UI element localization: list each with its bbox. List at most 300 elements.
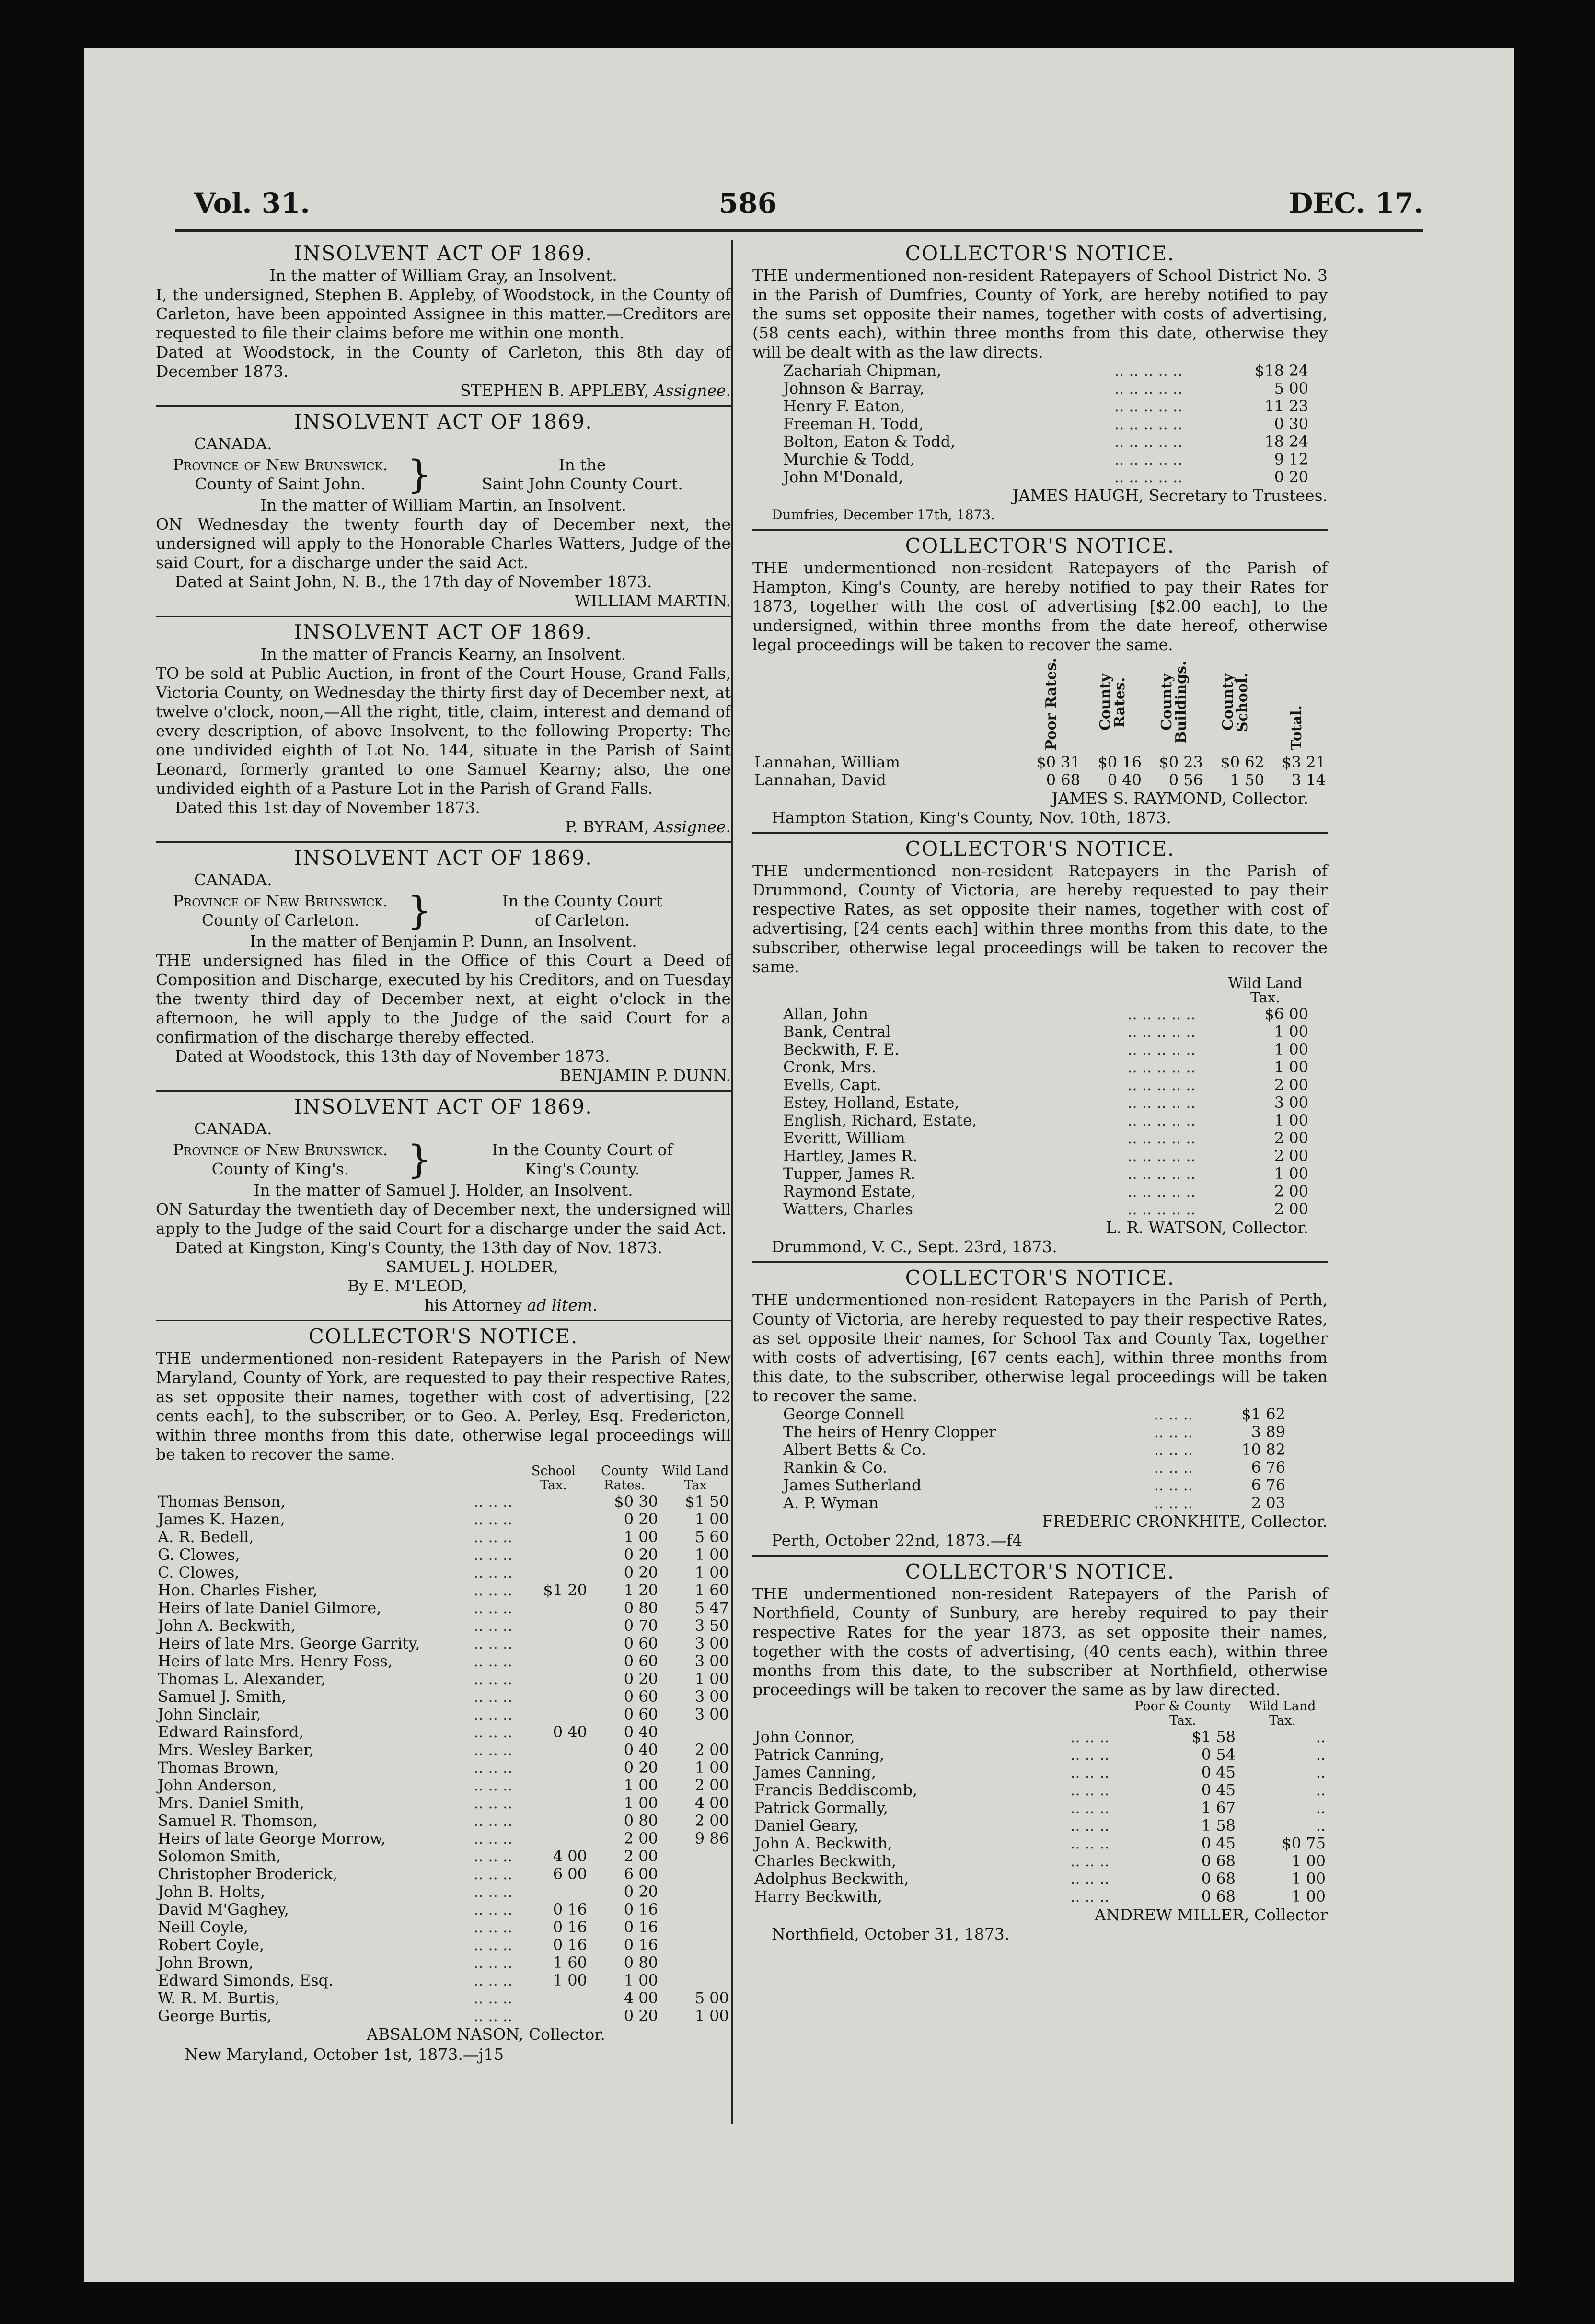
rate-column-header	[1144, 654, 1205, 754]
table-row	[156, 1848, 731, 1865]
ratepayer-name: Murchie & Todd,	[783, 450, 915, 468]
leader-dots: .. .. ..	[473, 1616, 513, 1635]
table-row	[781, 1183, 1310, 1200]
total-value: $3 21	[1282, 753, 1326, 771]
signer-name: SAMUEL J. HOLDER,	[386, 1257, 558, 1276]
poor-county-tax-value: 0 68	[1201, 1852, 1236, 1870]
notice-title: COLLECTOR'S NOTICE.	[905, 242, 1175, 265]
wild-land-tax-value: 1 00	[1274, 1023, 1308, 1041]
wild-land-tax-value	[660, 1723, 731, 1741]
leader-dots: .. .. ..	[1154, 1423, 1193, 1441]
leader-dots: .. .. ..	[473, 1492, 513, 1511]
leader-dots: .. .. .. .. ..	[1114, 468, 1183, 486]
table-row	[156, 1581, 731, 1599]
wild-land-tax-value: 1 00	[694, 2007, 729, 2025]
wild-land-tax-value: 2 00	[1274, 1182, 1308, 1200]
notice-matter: In the matter of Benjamin P. Dunn, an Insolvent.	[250, 932, 637, 951]
wild-land-tax-value: ..	[1316, 1781, 1326, 1799]
notice-martin	[156, 412, 731, 617]
leader-dots: .. .. ..	[1070, 1781, 1110, 1799]
ratepayer-name: Edward Simonds, Esq.	[158, 1971, 334, 1989]
brace: }	[407, 452, 432, 497]
school-tax-value: 0 40	[553, 1723, 587, 1741]
ratepayer-name: Thomas L. Alexander,	[158, 1670, 326, 1688]
amount-value: 0 20	[1274, 468, 1308, 486]
school-tax-value	[518, 1528, 589, 1546]
county-buildings-value: $0 23	[1159, 753, 1203, 771]
ratepayer-name: Watters, Charles	[783, 1200, 913, 1218]
leader-header	[468, 1464, 518, 1493]
leader-dots: .. .. ..	[473, 1971, 513, 1989]
ratepayer-name: John A. Beckwith,	[754, 1834, 892, 1852]
county-rates-value: 2 00	[624, 1847, 658, 1865]
ratepayer-name: John A. Beckwith,	[158, 1616, 296, 1635]
leader-dots: .. .. ..	[473, 1882, 513, 1901]
jurisdiction	[156, 455, 405, 494]
signer-by: By E. M'LEOD,	[347, 1277, 468, 1295]
rate-column-label: Poor Rates.	[1043, 657, 1060, 750]
leader-dots: .. .. ..	[1154, 1476, 1193, 1494]
leader-dots: .. .. ..	[1154, 1494, 1193, 1512]
table-row	[781, 1041, 1310, 1058]
drummond-table-body	[781, 1005, 1310, 1218]
rate-column-label: Total.	[1288, 705, 1305, 750]
wild-land-tax-value: $6 00	[1264, 1005, 1308, 1023]
amount-value: 3 89	[1251, 1423, 1285, 1441]
wild-land-tax-value: 5 60	[694, 1528, 729, 1546]
table-row	[752, 754, 1328, 771]
canada-label: CANADA.	[194, 871, 272, 889]
wild-land-tax-value: ..	[1316, 1763, 1326, 1781]
county-rates-value: 0 80	[624, 1953, 658, 1972]
county-rates-value: 0 40	[1107, 771, 1142, 789]
ratepayer-name: Albert Betts & Co.	[783, 1441, 926, 1459]
amount-value: $18 24	[1255, 361, 1308, 380]
notice-matter: In the matter of William Gray, an Insolvent.	[269, 266, 617, 285]
county-rates-value: 0 80	[624, 1812, 658, 1830]
table-row	[752, 1817, 1328, 1835]
wild-land-tax-value	[660, 1848, 731, 1865]
table-row	[781, 1147, 1310, 1165]
ratepayer-name: Heirs of late George Morrow,	[158, 1829, 386, 1848]
wild-land-tax-value: 1 00	[694, 1758, 729, 1777]
ratepayer-name: Johnson & Barray,	[783, 379, 925, 397]
leader-dots: .. .. .. .. ..	[1127, 1200, 1196, 1218]
leader-dots: .. .. ..	[473, 1989, 513, 2007]
county-rates-value: 1 00	[624, 1776, 658, 1794]
ratepayer-name: G. Clowes,	[158, 1545, 240, 1564]
leader-dots: .. .. ..	[473, 1776, 513, 1794]
issue-date: DEC. 17.	[1289, 187, 1423, 220]
ratepayer-name: James Sutherland	[783, 1476, 922, 1494]
wild-land-tax-value: ..	[1316, 1728, 1326, 1746]
leader-dots: .. .. ..	[473, 2007, 513, 2025]
wild-land-header: Wild Land Tax.	[1228, 975, 1303, 1006]
leader-dots: .. .. .. .. ..	[1127, 1076, 1196, 1094]
right-column	[752, 242, 1328, 1944]
county-label: County of Carleton.	[201, 911, 359, 930]
table-row	[781, 433, 1310, 451]
county-rates-value: 1 00	[624, 1794, 658, 1812]
notice-new-maryland	[156, 1327, 731, 2064]
county-rates-value: 0 16	[624, 1936, 658, 1954]
notice-dated: Dated at Saint John, N. B., the 17th day of November 1873.	[175, 572, 652, 591]
ratepayer-name: W. R. M. Burtis,	[158, 1989, 280, 2007]
name-header	[752, 654, 1021, 754]
wild-land-tax-value: 3 00	[694, 1634, 729, 1652]
ratepayer-name: George Connell	[783, 1405, 905, 1423]
table-row	[156, 1652, 731, 1670]
wild-land-tax-value: 9 86	[694, 1829, 729, 1848]
jurisdiction	[156, 892, 405, 930]
wild-land-tax-value: ..	[1316, 1799, 1326, 1817]
leader-dots: .. .. ..	[473, 1741, 513, 1759]
leader-dots: .. .. .. .. ..	[1127, 1164, 1196, 1183]
notice-body: TO be sold at Public Auction, in front of the Court House, Grand Falls, Victoria County, on Wednesday the thirty first day of December next, at twelve o'clock, noon,—All the right, title, claim, interest and demand of every description, of above Insolvent, to the following Property: The one undivided eighth of Lot No. 144, situate in the Parish of Saint Leonard, formerly granted to one Samuel Kearny; also, the one undivided eighth of a Pasture Lot in the Parish of Grand Falls.	[156, 664, 731, 798]
notice-holder	[156, 1097, 731, 1321]
court-block	[156, 452, 731, 497]
court-line-1: In the County Court of	[492, 1140, 673, 1159]
table-row	[781, 1200, 1310, 1218]
court-name	[434, 1140, 731, 1179]
table-row	[781, 415, 1310, 433]
county-label: County of King's.	[211, 1160, 349, 1178]
notice-gray	[156, 244, 731, 407]
ratepayer-name: Everitt, William	[783, 1129, 905, 1147]
wild-land-tax-value: 3 50	[694, 1616, 729, 1635]
notice-title: COLLECTOR'S NOTICE.	[905, 1560, 1175, 1583]
ratepayer-name: Thomas Brown,	[158, 1758, 279, 1777]
leader-dots: .. .. ..	[473, 1936, 513, 1954]
rate-column-header	[1082, 654, 1144, 754]
ratepayer-name: Bolton, Eaton & Todd,	[783, 432, 956, 451]
county-rates-value: 0 20	[624, 2007, 658, 2025]
notice-dated: Perth, October 22nd, 1873.—f4	[772, 1531, 1023, 1550]
leader-dots: .. .. .. .. ..	[1114, 397, 1183, 415]
signer-name: BENJAMIN P. DUNN.	[559, 1066, 731, 1085]
ratepayer-name: Hartley, James R.	[783, 1147, 918, 1165]
school-tax-value	[518, 1706, 589, 1723]
notice-body: THE undermentioned non-resident Ratepayers in the Parish of Perth, County of Victoria, are hereby requested to pay their respective Rates, as set opposite their names, for School Tax and County Tax, together with costs of advertising, [67 cents each], within three months from this date, to the subscriber, otherwise legal proceedings will be taken to recover the same.	[752, 1290, 1328, 1405]
wild-land-tax-value: $1 50	[685, 1492, 729, 1511]
table-row	[156, 1670, 731, 1688]
leader-dots: .. .. ..	[473, 1723, 513, 1741]
notice-matter: In the matter of Samuel J. Holder, an Insolvent.	[254, 1181, 633, 1199]
leader-dots: .. .. .. .. ..	[1127, 1058, 1196, 1076]
rate-column-label: County Buildings.	[1158, 661, 1190, 744]
notice-body: THE undersigned has filed in the Office of this Court a Deed of Composition and Discharge, executed by his Creditors, and on Tuesday the twenty third day of December next, at eight o'clock in the afternoon, he will apply to the Judge of the said Court for a confirmation of the discharge thereby effected.	[156, 951, 731, 1046]
school-tax-value: 0 16	[553, 1918, 587, 1936]
table-row	[781, 1441, 1287, 1459]
poor-county-header: Poor & County Tax.	[1134, 1699, 1231, 1728]
province-label: Province of New Brunswick.	[173, 1140, 388, 1159]
signer-attorney	[156, 1296, 731, 1315]
notice-northfield	[752, 1562, 1328, 1944]
table-row	[781, 1023, 1310, 1041]
leader-dots: .. .. .. .. ..	[1127, 1182, 1196, 1200]
wild-land-tax-value: 2 00	[694, 1812, 729, 1830]
notice-dated: Hampton Station, King's County, Nov. 10th, 1873.	[772, 808, 1171, 827]
notice-title: COLLECTOR'S NOTICE.	[905, 534, 1175, 558]
school-tax-value	[518, 1670, 589, 1688]
table-row	[781, 1076, 1310, 1094]
signer-name: L. R. WATSON, Collector.	[1106, 1218, 1308, 1237]
signer-role: Assignee.	[654, 381, 731, 400]
leader-dots: .. .. ..	[473, 1918, 513, 1936]
leader-dots: .. .. ..	[473, 1670, 513, 1688]
notice-title: INSOLVENT ACT OF 1869.	[294, 410, 593, 433]
notice-dated: Dated this 1st day of November 1873.	[175, 798, 480, 817]
table-row	[156, 1989, 731, 2007]
amount-value: 5 00	[1274, 379, 1308, 397]
wild-land-tax-value: 3 00	[694, 1705, 729, 1723]
county-rates-value: 0 80	[624, 1599, 658, 1617]
total-value: 3 14	[1291, 771, 1326, 789]
northfield-table-body	[752, 1728, 1328, 1906]
leader-dots: .. .. ..	[473, 1705, 513, 1723]
county-rates-value: 0 20	[624, 1882, 658, 1901]
leader-header	[1052, 1699, 1128, 1728]
leader-dots: .. .. ..	[473, 1528, 513, 1546]
poor-rates-value: 0 68	[1046, 771, 1080, 789]
notice-matter: In the matter of Francis Kearny, an Insolvent.	[260, 645, 626, 663]
leader-dots: .. .. ..	[1070, 1745, 1110, 1764]
table-row	[156, 1511, 731, 1528]
table-row	[156, 1954, 731, 1972]
page-number: 586	[719, 187, 777, 220]
court-line-1: In the County Court	[502, 892, 663, 910]
school-tax-value	[518, 1546, 589, 1564]
wild-land-tax-value: 1 00	[1274, 1040, 1308, 1058]
school-tax-value: $1 20	[543, 1581, 587, 1599]
county-rates-value: 0 20	[624, 1563, 658, 1581]
county-buildings-value: 0 56	[1168, 771, 1203, 789]
school-tax-value	[518, 1688, 589, 1706]
brace: }	[407, 1137, 432, 1182]
leader-dots: .. .. .. .. ..	[1127, 1093, 1196, 1112]
perth-table-body	[781, 1406, 1287, 1512]
ratepayer-name: Charles Beckwith,	[754, 1852, 897, 1870]
table-row	[781, 468, 1310, 486]
county-school-value: $0 62	[1220, 753, 1264, 771]
court-line-2: of Carleton.	[534, 911, 630, 930]
ratepayer-name: Raymond Estate,	[783, 1182, 916, 1200]
ratepayer-name: Edward Rainsford,	[158, 1723, 304, 1741]
table-row	[156, 1635, 731, 1652]
table-row	[156, 1918, 731, 1936]
notice-title: INSOLVENT ACT OF 1869.	[294, 1095, 593, 1118]
school-tax-value	[518, 1812, 589, 1830]
school-tax-value	[518, 1564, 589, 1581]
school-tax-value	[518, 1741, 589, 1759]
leader-dots: .. .. ..	[473, 1581, 513, 1599]
poor-county-tax-value: 0 45	[1201, 1781, 1236, 1799]
wild-land-tax-value: 1 00	[1291, 1870, 1326, 1888]
ratepayer-name: James Canning,	[754, 1763, 877, 1781]
rate-column-label: County School.	[1220, 673, 1251, 732]
wild-land-tax-value: 3 00	[1274, 1093, 1308, 1112]
leader-dots: .. .. ..	[473, 1510, 513, 1528]
leader-dots: .. .. .. .. ..	[1114, 432, 1183, 451]
poor-county-tax-value: 0 45	[1201, 1834, 1236, 1852]
ratepayer-name: Samuel R. Thomson,	[158, 1812, 318, 1830]
notice-kearny	[156, 620, 731, 843]
ratepayer-name: John Sinclair,	[158, 1705, 261, 1723]
wild-land-header: Wild Land Tax.	[1249, 1699, 1316, 1728]
wild-land-tax-value: 2 00	[694, 1776, 729, 1794]
school-tax-value: 1 00	[553, 1971, 587, 1989]
attorney-label: his Attorney	[424, 1296, 522, 1314]
ratepayer-name: John M'Donald,	[783, 468, 903, 486]
school-tax-value: 6 00	[553, 1865, 587, 1883]
county-rates-value: 0 16	[624, 1900, 658, 1918]
ratepayer-name: John Brown,	[158, 1953, 254, 1972]
wild-land-tax-value: 1 00	[1291, 1887, 1326, 1906]
leader-dots: .. .. .. .. ..	[1127, 1040, 1196, 1058]
wild-land-tax-value: 5 00	[694, 1989, 729, 2007]
leader-dots: .. .. ..	[1154, 1441, 1193, 1459]
court-name	[434, 892, 731, 930]
school-tax-value	[518, 2007, 589, 2025]
wild-land-tax-value: ..	[1316, 1816, 1326, 1835]
rate-column-header	[1205, 654, 1266, 754]
signer-name: WILLIAM MARTIN.	[574, 592, 731, 610]
signer-name: P. BYRAM,	[565, 817, 649, 836]
table-row	[156, 1493, 731, 1511]
sums-table	[781, 362, 1310, 486]
school-tax-value	[518, 1652, 589, 1670]
ratepayer-name: Thomas Benson,	[158, 1492, 286, 1511]
notice-title: COLLECTOR'S NOTICE.	[905, 837, 1175, 860]
leader-dots: .. .. ..	[473, 1865, 513, 1883]
ratepayer-name: English, Richard, Estate,	[783, 1111, 977, 1129]
leader-dots: .. .. ..	[473, 1563, 513, 1581]
ratepayer-name: A. R. Bedell,	[158, 1528, 254, 1546]
county-rates-value: 1 00	[624, 1528, 658, 1546]
table-row	[752, 1870, 1328, 1888]
amount-value: 11 23	[1264, 397, 1308, 415]
notice-dated: Drummond, V. C., Sept. 23rd, 1873.	[772, 1237, 1057, 1256]
notice-body: THE undermentioned non-resident Ratepayers in the Parish of New Maryland, County of York, are requested to pay their respective Rates, as set opposite their names, together with cost of advertising, [22 cents each], to the subscriber, or to Geo. A. Perley, Esq. Fredericton, within three months from this date, otherwise legal proceedings will be taken to recover the same.	[156, 1349, 731, 1464]
school-tax-value: 1 60	[553, 1953, 587, 1972]
page-header	[84, 187, 1514, 225]
notice-body: ON Wednesday the twenty fourth day of December next, the undersigned will apply to the Honorable Charles Watters, Judge of the said Court, for a discharge under the said Act.	[156, 515, 731, 572]
ratepayer-name: John B. Holts,	[158, 1882, 266, 1901]
notice-dated: Dumfries, December 17th, 1873.	[772, 507, 995, 523]
county-rates-value: 4 00	[624, 1989, 658, 2007]
left-column	[156, 242, 731, 2064]
table-row	[156, 1794, 731, 1812]
perth-table	[781, 1406, 1287, 1512]
school-tax-value: 0 16	[553, 1936, 587, 1954]
table-row	[156, 1546, 731, 1564]
amount-value: $1 62	[1241, 1405, 1285, 1423]
canada-label: CANADA.	[194, 434, 272, 453]
table-row	[156, 1528, 731, 1546]
name-header	[781, 976, 1103, 1005]
wild-land-tax-value: 1 00	[694, 1670, 729, 1688]
school-tax-value	[518, 1759, 589, 1777]
wild-land-tax-value: 5 47	[694, 1599, 729, 1617]
province-label: Province of New Brunswick.	[173, 455, 388, 474]
amount-value: 18 24	[1264, 432, 1308, 451]
school-tax-value	[518, 1883, 589, 1901]
leader-dots: .. .. .. .. ..	[1127, 1129, 1196, 1147]
wild-land-tax-value: 3 00	[694, 1687, 729, 1706]
ratepayer-name: Zachariah Chipman,	[783, 361, 942, 380]
ratepayer-name: Evells, Capt.	[783, 1076, 881, 1094]
table-row	[752, 1835, 1328, 1852]
table-row	[156, 1723, 731, 1741]
wild-land-tax-value	[660, 1918, 731, 1936]
amount-value: 0 30	[1274, 415, 1308, 433]
table-row	[156, 1688, 731, 1706]
amount-value: 6 76	[1251, 1458, 1285, 1476]
poor-county-tax-value: 0 68	[1201, 1887, 1236, 1906]
name-header	[752, 1699, 1052, 1728]
ratepayer-name: Mrs. Daniel Smith,	[158, 1794, 304, 1812]
table-row	[781, 1005, 1310, 1023]
leader-dots: .. .. ..	[473, 1829, 513, 1848]
wild-land-tax-value: 1 00	[694, 1510, 729, 1528]
wild-land-tax-value	[660, 1865, 731, 1883]
leader-dots: .. .. ..	[1070, 1799, 1110, 1817]
wild-land-tax-value	[660, 1901, 731, 1918]
table-row	[752, 771, 1328, 789]
wild-land-tax-value	[660, 1954, 731, 1972]
signer-name: FREDERIC CRONKHITE, Collector.	[1042, 1512, 1328, 1531]
table-row	[752, 1764, 1328, 1781]
leader-dots: .. .. ..	[473, 1900, 513, 1918]
leader-dots: .. .. ..	[473, 1758, 513, 1777]
table-row	[156, 1972, 731, 1989]
amount-value: 10 82	[1241, 1441, 1285, 1459]
table-row	[781, 1476, 1287, 1494]
signer-name: ABSALOM NASON, Collector.	[367, 2025, 605, 2044]
table-row	[156, 1883, 731, 1901]
ratepayer-name: C. Clowes,	[158, 1563, 240, 1581]
ratepayer-name: Heirs of late Mrs. Henry Foss,	[158, 1652, 393, 1670]
notice-drummond	[752, 839, 1328, 1263]
leader-dots: .. .. ..	[1154, 1405, 1193, 1423]
notice-perth	[752, 1268, 1328, 1557]
wild-land-tax-value: 4 00	[694, 1794, 729, 1812]
table-row	[781, 397, 1310, 415]
leader-dots: .. .. ..	[1070, 1834, 1110, 1852]
rate-column-header	[1266, 654, 1328, 754]
wild-land-tax-value: 2 00	[1274, 1200, 1308, 1218]
school-tax-value: 4 00	[553, 1847, 587, 1865]
table-row	[156, 1706, 731, 1723]
wild-land-tax-value	[660, 1883, 731, 1901]
leader-dots: .. .. ..	[1070, 1763, 1110, 1781]
school-tax-value: 0 16	[553, 1900, 587, 1918]
wild-land-tax-value: 2 00	[694, 1741, 729, 1759]
ratepayer-name: Neill Coyle,	[158, 1918, 248, 1936]
ratepayer-name: Henry F. Eaton,	[783, 397, 905, 415]
notice-title: INSOLVENT ACT OF 1869.	[294, 620, 593, 644]
ratepayer-name: Beckwith, F. E.	[783, 1040, 900, 1058]
table-row	[752, 1728, 1328, 1746]
leader-dots: .. .. .. .. ..	[1114, 379, 1183, 397]
poor-county-tax-value: 1 58	[1201, 1816, 1236, 1835]
table-row	[156, 1741, 731, 1759]
court-line-2: King's County.	[525, 1160, 640, 1178]
signer-name: JAMES HAUGH, Secretary to Trustees.	[1012, 486, 1328, 505]
court-block	[156, 888, 731, 933]
ratepayer-name: Allan, John	[783, 1005, 868, 1023]
table-row	[156, 1777, 731, 1794]
